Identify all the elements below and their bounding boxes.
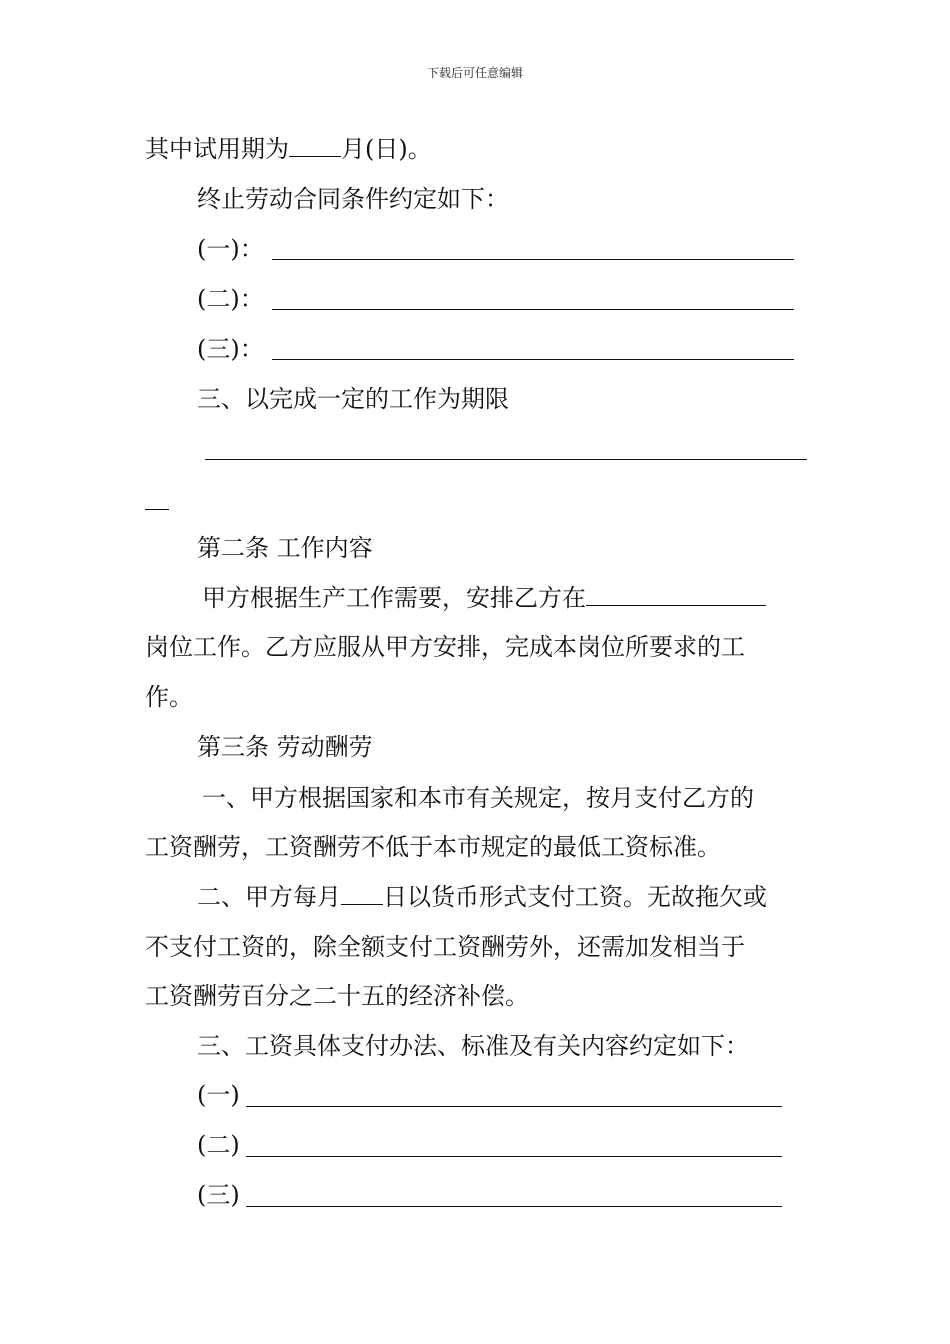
text: 其中试用期为 (145, 135, 289, 163)
fill-line (246, 1156, 782, 1157)
item-label: (三) (197, 1181, 240, 1209)
paragraph-line (145, 134, 432, 164)
item-label: (一) (197, 1081, 240, 1109)
fill-line (272, 359, 794, 360)
article-heading: 第三条 劳动酬劳 (197, 733, 373, 761)
paragraph-line: 三、工资具体支付办法、标准及有关内容约定如下： (197, 1032, 749, 1060)
paragraph-line: 工资酬劳，工资酬劳不低于本市规定的最低工资标准。 (145, 833, 721, 861)
fill-line (246, 1106, 782, 1107)
article-heading: 第二条 工作内容 (197, 534, 373, 562)
fill-line (272, 309, 794, 310)
paragraph-line: 不支付工资的，除全额支付工资酬劳外，还需加发相当于 (145, 933, 745, 961)
paragraph-line: 一、甲方根据国家和本市有关规定，按月支付乙方的 (202, 784, 754, 812)
item-label: (一)： (197, 235, 264, 263)
fill-line (205, 459, 807, 460)
paragraph-line: 工资酬劳百分之二十五的经济补偿。 (145, 982, 529, 1010)
fill-blank (341, 882, 383, 905)
item-label: (二) (197, 1131, 240, 1159)
fill-line (246, 1206, 782, 1207)
item-label: (二)： (197, 285, 264, 313)
fill-line (145, 509, 169, 510)
item-label: (三)： (197, 335, 264, 363)
text: 甲方根据生产工作需要，安排乙方在 (202, 584, 586, 612)
paragraph-line: 三、以完成一定的工作为期限 (197, 385, 509, 413)
text: 月(日)。 (341, 135, 432, 163)
page-header-note: 下载后可任意编辑 (426, 66, 523, 80)
fill-blank (289, 134, 341, 157)
paragraph-line: 终止劳动合同条件约定如下： (197, 185, 509, 213)
paragraph-line (197, 882, 767, 912)
text: 日以货币形式支付工资。无故拖欠或 (383, 883, 767, 911)
fill-line (272, 259, 794, 260)
paragraph-line: 作。 (145, 683, 193, 711)
text: 二、甲方每月 (197, 883, 341, 911)
paragraph-line (202, 583, 766, 613)
fill-blank (586, 583, 766, 606)
paragraph-line: 岗位工作。乙方应服从甲方安排，完成本岗位所要求的工 (145, 633, 745, 661)
